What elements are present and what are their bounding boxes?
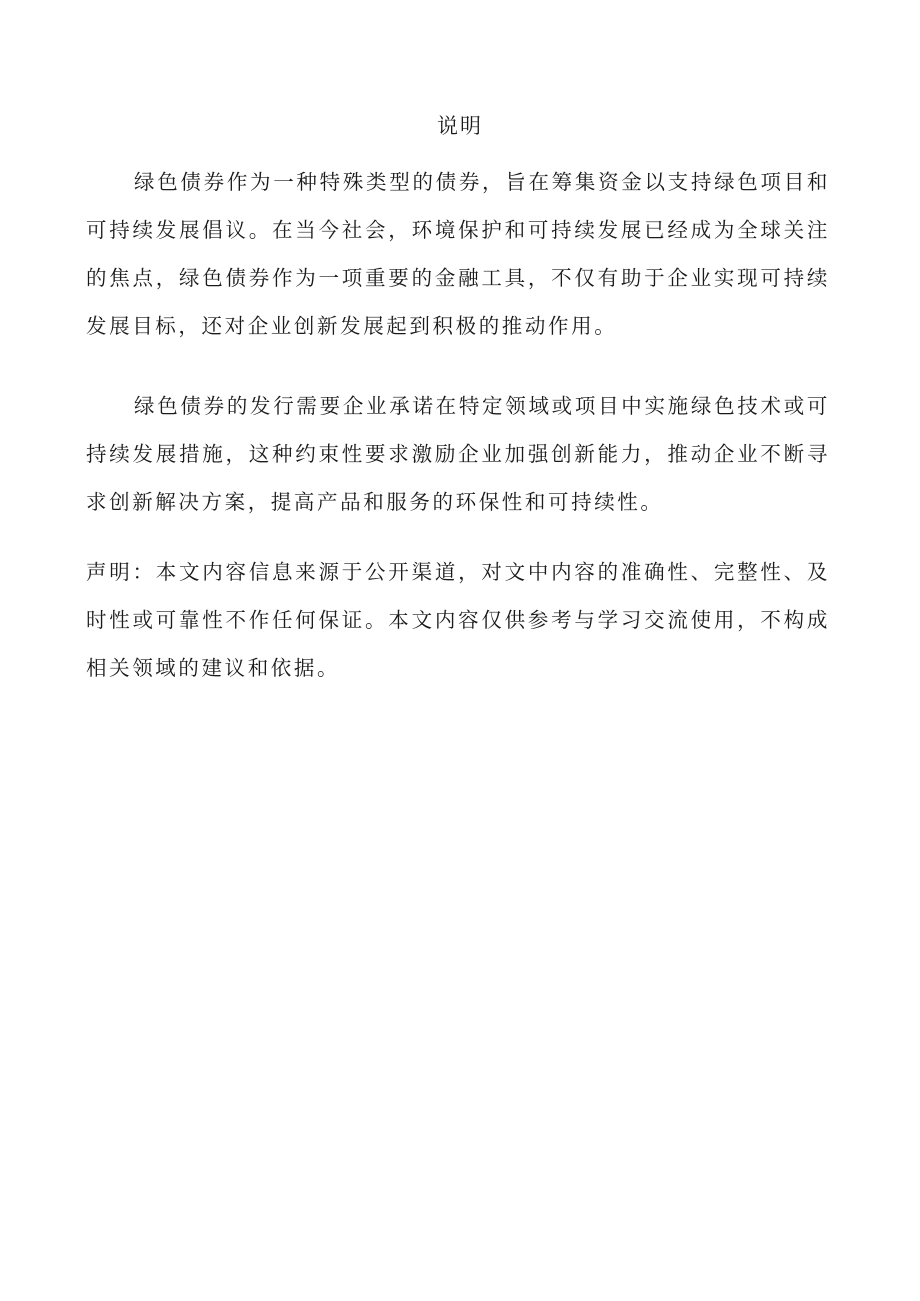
disclaimer-paragraph: 声明：本文内容信息来源于公开渠道，对文中内容的准确性、完整性、及时性或可靠性不作任何保证。本文内容仅供参考与学习交流使用，不构成相关领域的建议和依据。 [86,560,830,680]
document-title: 说明 [437,114,483,138]
paragraph-green-bonds-issuance: 绿色债券的发行需要企业承诺在特定领域或项目中实施绿色技术或可持续发展措施，这种约束性要求激励企业加强创新能力，推动企业不断寻求创新解决方案，提高产品和服务的环保性和可持续性。 [86,394,830,514]
paragraph-green-bonds-intro: 绿色债券作为一种特殊类型的债券，旨在筹集资金以支持绿色项目和可持续发展倡议。在当今社会，环境保护和可持续发展已经成为全球关注的焦点，绿色债券作为一项重要的金融工具，不仅有助于企业实现可持续发展目标，还对企业创新发展起到积极的推动作用。 [86,170,830,338]
